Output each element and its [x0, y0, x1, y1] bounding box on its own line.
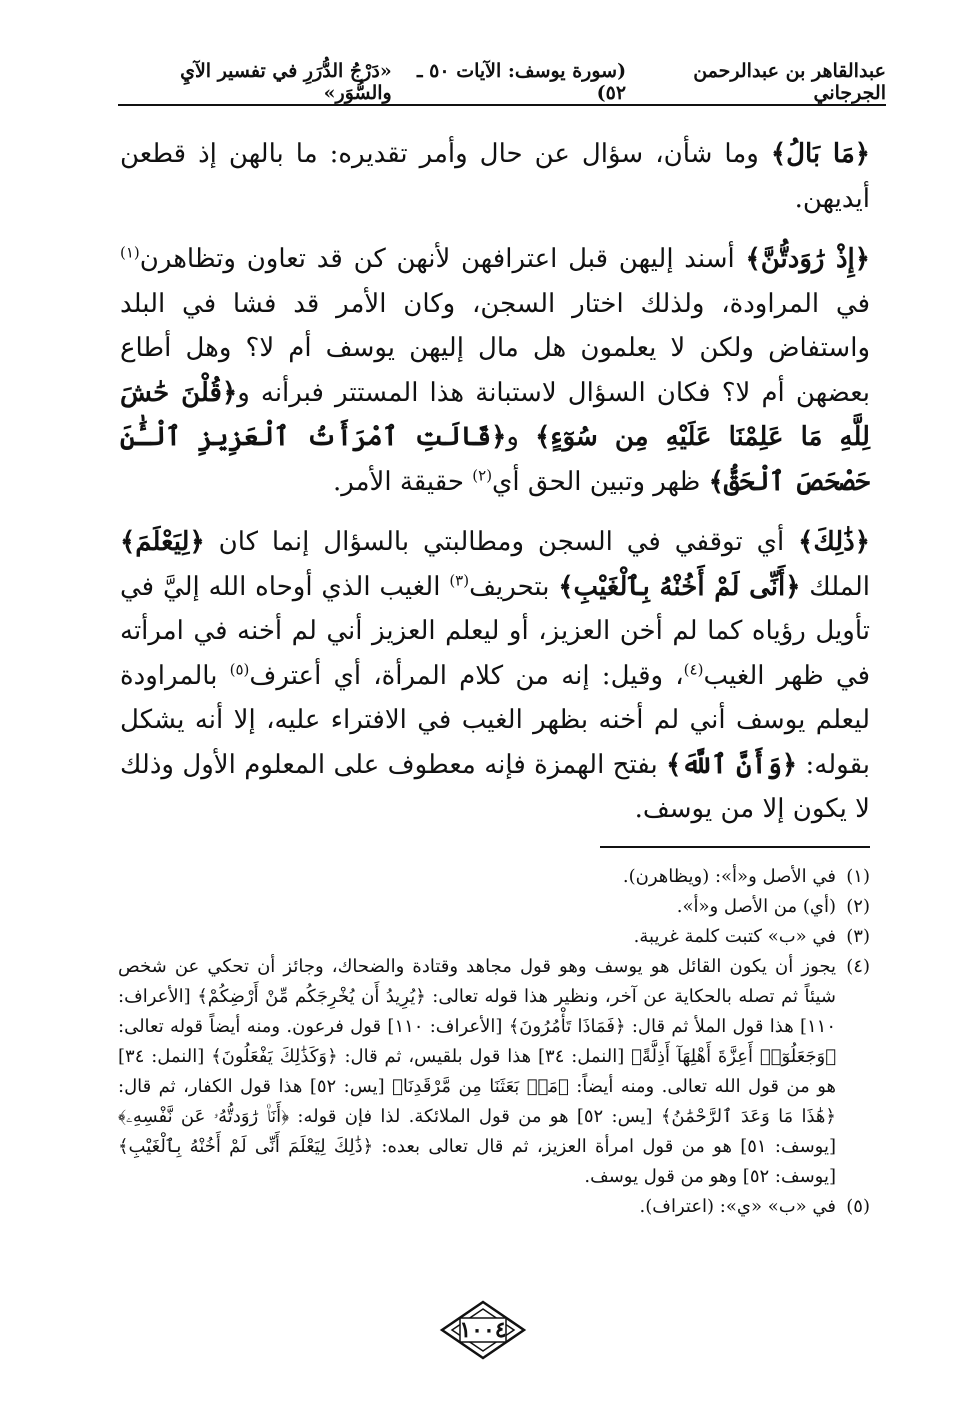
text-run: بفتح الهمزة فإنه معطوف على المعلوم الأول وذلك لا يكون إلا من يوسف. [120, 749, 870, 824]
footnote-text: في الأصل و«أ»: (ويظاهرن). [622, 866, 836, 887]
text-run: بالمراودة ليعلم يوسف أني لم أخنه بظهر الغيب في الافتراء عليه، إلا أنه يشكل بقوله: [120, 660, 870, 780]
footnote-text: يجوز أن يكون القائل هو يوسف وهو قول مجاهد وقتادة والضحاك، وجائز أن تحكي عن شخص شيئاً ثم تصله بالحكاية عن آخر، ونظير هذا قوله تعالى: ﴿يُرِيدُ أَن يُخْرِجَكُم مِّنْ أَرْضِكُمْ﴾ [الأعراف: ١١٠] هذا قول الملأ ثم قال: ﴿فَمَاذَا تَأْمُرُونَ﴾ [الأعراف: ١١٠] قول فرعون. ومنه أيضاً قوله تعالى: ﴿وَجَعَلُوٓا۟ أَعِزَّةَ أَهْلِهَآ أَذِلَّةً﴾ [النمل: ٣٤] هذا قول بلقيس، ثم قال: ﴿وَكَذَٰلِكَ يَفْعَلُونَ﴾ [النمل: ٣٤] هو من قول الله تعالى. ومنه أيضاً: ﴿مَنۢ بَعَثَنَا مِن مَّرْقَدِنَا﴾ [يس: ٥٢] هذا قول الكفار، ثم قال: ﴿هَٰذَا مَا وَعَدَ ٱلرَّحْمَٰنُ﴾ [يس: ٥٢] هو من قول الملائكة. لذا فإن قوله: ﴿أَنَا۠ رَٰوَدتُّهُۥ عَن نَّفْسِهِۦ﴾ [يوسف: ٥١] هو من قول امرأة العزيز، ثم قال تعالى بعده: ﴿ذَٰلِكَ لِيَعْلَمَ أَنِّى لَمْ أَخُنْهُ بِٱلْغَيْبِ﴾ [يوسف: ٥٢] وهو من قول يوسف. [118, 956, 837, 1187]
page-number: ١٠٠٤ [459, 1317, 507, 1343]
text-run: أي توقفي في السجن ومطالبتي بالسؤال إنما كان [204, 527, 799, 557]
text-run: ظهر وتبين الحق أي [492, 466, 709, 497]
text-run: في المراودة، ولذلك اختار السجن، وكان الأمر قد فشا في البلد واستفاض ولكن لا يعلمون هل مال إليهن يوسف أم لا؟ وهل أطاع بعضهن أم لا؟ فكان السؤال لاستبانة هذا المستتر فبرأنه و [120, 288, 870, 408]
quran-quote: ﴿وَأَنَّ ٱللَّهَ﴾ [666, 749, 798, 780]
footnote-ref-5: (٥) [229, 659, 250, 678]
footnote-number: (١) [846, 866, 870, 887]
footnote-ref-4: (٤) [683, 659, 704, 678]
text-run: الملك [800, 571, 870, 602]
footnotes [118, 862, 870, 1222]
footnote-5 [118, 1192, 870, 1222]
header-rule [118, 104, 886, 106]
paragraph-3 [120, 520, 870, 832]
quran-quote: ﴿قُلْنَ حَٰشَ لِلَّهِ مَا عَلِمْنَا عَلَيْهِ مِن سُوٓءٍ﴾ [120, 377, 870, 452]
footnote-number: (٤) [846, 956, 870, 977]
text-run: أسند إليهن قبل اعترافهن لأنهن كن قد تعاون وتظاهرن [139, 244, 746, 274]
header-author: عبدالقاهر بن عبدالرحمن الجرجاني [693, 60, 886, 104]
quran-quote: ﴿ذَٰلِكَ﴾ [798, 527, 870, 557]
footnote-number: (٥) [846, 1196, 870, 1217]
footnote-number: (٢) [846, 896, 870, 917]
quran-quote: ﴿أَنِّى لَمْ أَخُنْهُ بِٱلْغَيْبِ﴾ [558, 571, 801, 602]
quran-quote: ﴿لِيَعْلَمَ﴾ [120, 527, 205, 557]
footnote-4 [118, 952, 870, 1192]
quran-quote: ﴿قَالَتِ ٱمْرَأَتُ ٱلْعَزِيزِ ٱلْـَٰٔنَ حَصْحَصَ ٱلْحَقُّ﴾ [120, 422, 870, 497]
quran-quote: ﴿مَا بَالُ﴾ [770, 139, 871, 169]
text-run: و [506, 422, 536, 452]
quran-quote: ﴿إِذْ رَٰوَدتُّنَّ﴾ [745, 244, 870, 274]
text-run: حقيقة الأمر. [332, 466, 473, 497]
page-number-ornament [438, 1300, 528, 1360]
paragraph-1 [120, 132, 870, 221]
running-header [118, 62, 886, 102]
footnote-text: (أي) من الأصل و«أ». [676, 896, 836, 917]
paragraph-2 [120, 237, 870, 504]
main-text [120, 132, 870, 848]
footnote-text: في «ب» كتبت كلمة غريبة. [633, 926, 836, 947]
text-run: الغيب الذي أوحاه الله إليَّ في تأويل رؤياه كما لم أخن العزيز، أو ليعلم العزيز أني لم أخنه في امرأته في ظهر الغيب [120, 571, 871, 691]
footnote-ref-3: (٣) [449, 570, 470, 589]
text-run: ، وقيل: إنه من كلام المرأة، أي أعترف [249, 660, 684, 691]
footnote-ref-2: (٢) [472, 465, 493, 484]
footnote-separator [600, 846, 870, 848]
text-run: بتحريف [469, 571, 559, 602]
text-run: وما شأن، سؤال عن حال وأمر تقديره: ما بالهن إذ قطعن أيديهن. [120, 139, 870, 214]
header-section: (سورة يوسف: الآيات ٥٠ ـ ٥٢) [416, 60, 627, 104]
footnote-number: (٣) [846, 926, 870, 947]
header-book-title: «دَرْجُ الدُّرَرِ في تفسير الآيِ والسُّوَر» [180, 60, 392, 104]
footnote-2 [118, 892, 870, 922]
footnote-1 [118, 862, 870, 892]
footnote-text: في «ب» «ي»: (اعتراف). [639, 1196, 836, 1217]
footnote-3 [118, 922, 870, 952]
footnote-ref-1: (١) [120, 243, 140, 262]
